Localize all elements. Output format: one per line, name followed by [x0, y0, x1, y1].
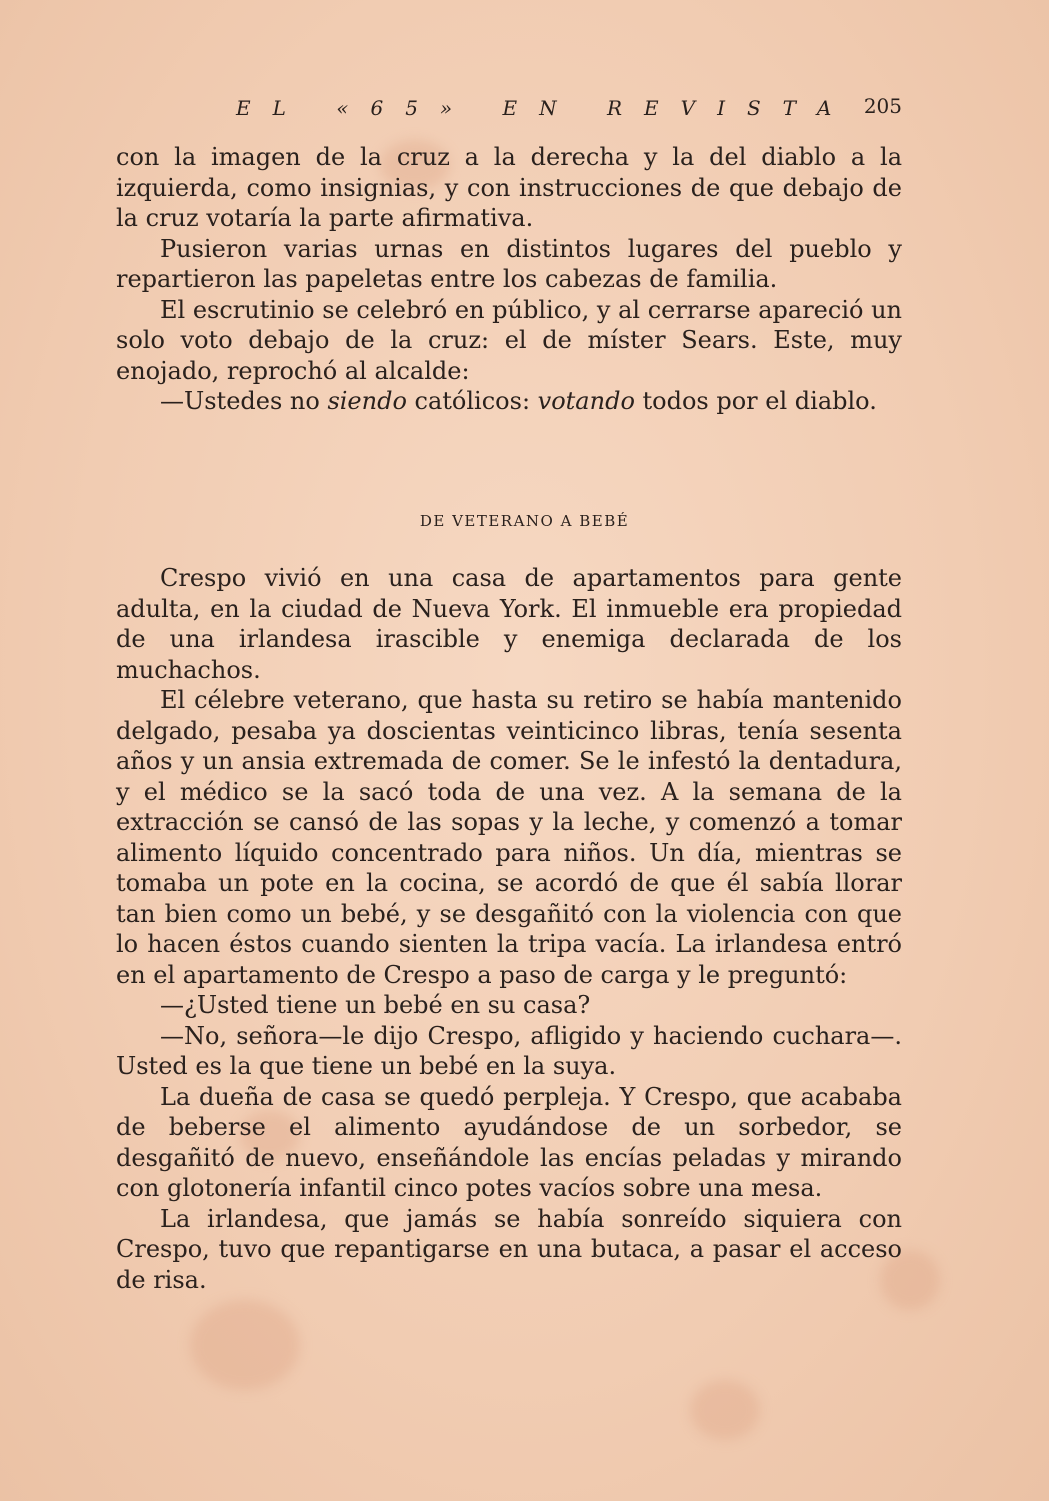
dialogue-text: todos por el diablo.: [634, 387, 877, 415]
paragraph: Crespo vivió en una casa de apartamentos para gente adulta, en la ciudad de Nueva York. El inmueble era propiedad de una irlandesa irascible y enemiga declarada de los muchachos.: [116, 564, 902, 684]
bottom-text-block: [116, 563, 902, 1295]
paragraph: La dueña de casa se quedó perpleja. Y Crespo, que acababa de beberse el alimento ayudándose de un sorbedor, se desgañitó de nuevo, enseñándole las encías peladas y mirando con glotonería infantil cinco potes vacíos sobre una mesa.: [116, 1082, 902, 1202]
paragraph: La irlandesa, que jamás se había sonreído siquiera con Crespo, tuvo que repantigarse en una butaca, a pasar el acceso de risa.: [116, 1204, 902, 1294]
page-header: [118, 96, 908, 126]
dialogue-italic: siendo: [327, 387, 407, 415]
dialogue-italic: votando: [537, 387, 635, 415]
top-text-block: [116, 142, 902, 417]
paragraph: El escrutinio se celebró en público, y al cerrarse apareció un solo voto debajo de la cruz: el de míster Sears. Este, muy enojado, reprochó al alcalde:: [116, 295, 902, 385]
paragraph: con la imagen de la cruz a la derecha y la del diablo a la izquierda, como insignias, y con instrucciones de que debajo de la cruz votaría la parte afirmativa.: [116, 143, 902, 232]
page-number: 205: [863, 94, 902, 118]
dialogue-text: católicos:: [406, 387, 538, 415]
paragraph: —No, señora—le dijo Crespo, afligido y haciendo cuchara—. Usted es la que tiene un bebé en la suya.: [116, 1021, 902, 1080]
dialogue-text: —Ustedes no: [160, 387, 328, 415]
paragraph: El célebre veterano, que hasta su retiro se había mantenido delgado, pesaba ya doscientas veinticinco libras, tenía sesenta años y un ansia extremada de comer. Se le infestó la dentadura, y el médico se la sacó toda de una vez. A la semana de la extracción se cansó de las sopas y la leche, y comenzó a tomar alimento líquido concentrado para niños. Un día, mientras se tomaba un pote en la cocina, se acordó de que él sabía llorar tan bien como un bebé, y se desgañitó con la violencia con que lo hacen éstos cuando sienten la tripa vacía. La irlandesa entró en el apartamento de Crespo a paso de carga y le preguntó:: [116, 686, 902, 989]
running-title: EL «65» EN REVISTA: [236, 96, 854, 120]
paragraph: Pusieron varias urnas en distintos lugares del pueblo y repartieron las papeletas entre los cabezas de familia.: [116, 234, 902, 293]
dialogue-paragraph: [116, 386, 902, 417]
paper-stain: [190, 1300, 300, 1390]
section-title: DE VETERANO A BEBÉ: [419, 512, 630, 530]
paper-stain: [690, 1380, 760, 1440]
paragraph: —¿Usted tiene un bebé en su casa?: [160, 991, 591, 1019]
